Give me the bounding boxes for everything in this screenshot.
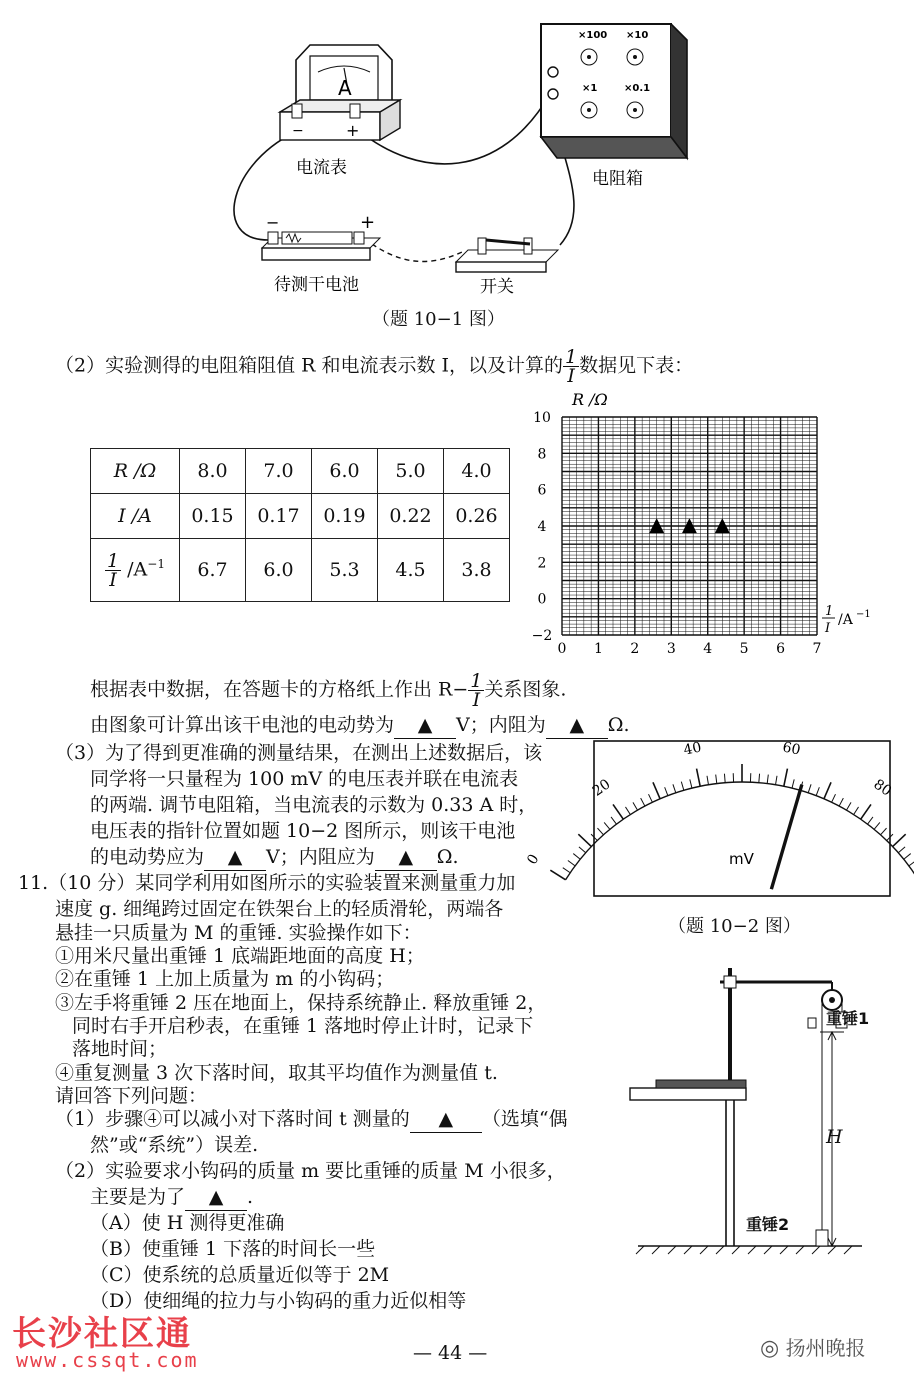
meter-label: 60 xyxy=(781,739,802,759)
x-tick-label: 1 xyxy=(593,641,603,657)
q11-part-2-end: . xyxy=(247,1186,254,1208)
resistance-box-label: 电阻箱 xyxy=(592,169,643,189)
inv-unit-exp: −1 xyxy=(147,556,165,571)
switch-label: 开关 xyxy=(480,277,514,297)
emf-question-c: Ω. xyxy=(607,714,630,736)
q11-step-3-cont: 同时右手开启秒表，在重锤 1 落地时停止计时，记录下 xyxy=(72,1015,534,1037)
meter-tick xyxy=(578,834,591,846)
meter-tick xyxy=(579,847,586,853)
battery-minus-label: − xyxy=(266,213,280,232)
q3-last-b: V；内阻应为 xyxy=(266,846,375,868)
watermark-url: www.cssqt.com xyxy=(16,1348,199,1372)
meter-label: 40 xyxy=(682,739,703,759)
q3-line-1: （3）为了得到更准确的测量结果，在测出上述数据后，该 xyxy=(55,742,543,764)
battery-label: 待测干电池 xyxy=(274,275,359,295)
q11-part-2-cont xyxy=(90,1184,253,1211)
q3-last-c: Ω. xyxy=(436,846,459,868)
plot-instruction xyxy=(90,672,566,709)
triangle-marker: ▲ xyxy=(649,512,665,537)
answer-blank-emf[interactable]: ▲ xyxy=(394,712,456,739)
table-row-r xyxy=(91,449,510,494)
meter-label: 80 xyxy=(870,776,895,800)
table-frac xyxy=(105,549,121,591)
ammeter-plus-label: + xyxy=(346,121,360,140)
q3-last-a: 的电动势应为 xyxy=(90,846,205,868)
x-label-frac-num: 1 xyxy=(825,604,834,619)
table-cell: 5.3 xyxy=(312,539,378,602)
q11-part-2: （2）实验要求小钩码的质量 m 要比重锤的质量 M 小很多， xyxy=(55,1160,566,1182)
q3-line-5 xyxy=(90,844,459,871)
weight-2-label: 重锤2 xyxy=(746,1215,790,1234)
q11-line-2: 速度 g. 细绳跨过固定在铁架台上的轻质滑轮，两端各 xyxy=(55,898,504,920)
meter-tick xyxy=(909,860,914,865)
frac-numerator: 1 xyxy=(565,346,578,368)
q11-step-3: ③左手将重锤 2 压在地面上，保持系统静止. 释放重锤 2， xyxy=(55,992,547,1014)
x-tick-label: 6 xyxy=(776,641,786,657)
meter-label: 20 xyxy=(589,776,614,800)
inv-unit: /A xyxy=(127,558,148,580)
answer-blank-resistance[interactable]: ▲ xyxy=(546,712,608,739)
q11-part-1-cont: 然”或“系统”）误差. xyxy=(90,1134,259,1156)
x-tick-label: 4 xyxy=(703,641,713,657)
q11-part-1-a: （1）步骤④可以减小对下落时间 t 测量的 xyxy=(55,1108,410,1130)
q11-prompt: 请回答下列问题： xyxy=(55,1085,208,1107)
table-cell: 6.0 xyxy=(246,539,312,602)
switch xyxy=(456,238,558,272)
frac-numerator: 1 xyxy=(470,670,483,692)
x-tick-label: 0 xyxy=(557,641,567,657)
q2-intro-text: （2）实验测得的电阻箱阻值 R 和电流表示数 I，以及计算的 xyxy=(55,354,564,377)
triangle-marker: ▲ xyxy=(714,512,730,537)
meter-tick xyxy=(550,870,565,880)
plot-instruction-a: 根据表中数据，在答题卡的方格纸上作出 R− xyxy=(90,678,469,701)
y-tick-label: 0 xyxy=(537,591,547,608)
table-cell: 7.0 xyxy=(246,449,312,494)
answer-blank-purpose[interactable]: ▲ xyxy=(185,1184,247,1211)
emf-question-a: 由图象可计算出该干电池的电动势为 xyxy=(90,714,395,736)
table-header-r: R /Ω xyxy=(91,449,180,494)
q11-line-1: 11.（10 分）某同学利用如图所示的实验装置来测量重力加 xyxy=(18,872,516,894)
x-tick-label: 2 xyxy=(630,641,640,657)
table-cell: 0.19 xyxy=(312,494,378,539)
table-header-i: I /A xyxy=(91,494,180,539)
chart-x-label xyxy=(822,604,871,636)
meter-tick xyxy=(893,834,906,846)
ammeter-label: 电流表 xyxy=(296,158,347,178)
table-row-i xyxy=(91,494,510,539)
emf-question xyxy=(90,712,630,739)
q3-line-3: 的两端. 调节电阻箱，当电流表的示数为 0.33 A 时， xyxy=(90,794,538,816)
y-tick-label: 2 xyxy=(537,555,547,572)
table-cell: 6.7 xyxy=(180,539,246,602)
wechat-icon: ◎ xyxy=(760,1336,780,1361)
battery-plus-label: + xyxy=(360,212,376,233)
chart-markers xyxy=(649,512,731,536)
table-cell: 6.0 xyxy=(312,449,378,494)
graph-paper-chart xyxy=(520,385,880,670)
q3-line-2: 同学将一只量程为 100 mV 的电压表并联在电流表 xyxy=(90,768,519,790)
x-tick-label: 5 xyxy=(739,641,749,657)
q3-line-4: 电压表的指针位置如题 10−2 图所示，则该干电池 xyxy=(90,820,516,842)
meter-tick xyxy=(898,847,905,853)
q11-step-3-end: 落地时间； xyxy=(72,1038,168,1060)
q11-part-1-b: （选填“偶 xyxy=(481,1108,568,1130)
wechat-account-name: 扬州晚报 xyxy=(785,1336,866,1360)
frac-denominator: I xyxy=(472,689,481,711)
q11-part-1 xyxy=(55,1106,568,1133)
meter-tick xyxy=(904,854,911,860)
watermark-logo-text: 长沙社区通 xyxy=(12,1314,192,1354)
chart-x-ticks xyxy=(558,641,822,657)
meter-tick xyxy=(563,868,570,873)
option-a[interactable]: （A）使 H 测得更准确 xyxy=(90,1212,285,1234)
frac-numerator: 1 xyxy=(107,549,120,572)
ammeter-symbol: A xyxy=(338,76,352,100)
table-cell: 4.0 xyxy=(444,449,510,494)
circuit-figure xyxy=(0,0,914,330)
chart-y-ticks xyxy=(532,410,553,644)
table-cell: 4.5 xyxy=(378,539,444,602)
frac-denominator: I xyxy=(567,365,575,387)
emf-question-b: V；内阻为 xyxy=(456,714,546,736)
x-tick-label: 7 xyxy=(812,641,822,657)
answer-blank-resistance-2[interactable]: ▲ xyxy=(375,844,437,871)
x-label-exp: −1 xyxy=(856,609,871,620)
q2-intro-tail: 数据见下表： xyxy=(579,354,694,377)
battery xyxy=(262,232,380,260)
millivoltmeter-figure xyxy=(524,739,895,898)
resistance-box xyxy=(541,24,687,158)
wechat-watermark xyxy=(760,1332,866,1361)
ammeter-minus-label: − xyxy=(292,123,304,139)
height-h-label: H xyxy=(826,1126,843,1148)
table-cell: 3.8 xyxy=(444,539,510,602)
option-c[interactable]: （C）使系统的总质量近似等于 2M xyxy=(90,1264,390,1286)
y-tick-label: 10 xyxy=(533,410,551,426)
frac-denominator: I xyxy=(109,568,117,591)
fraction-one-over-i xyxy=(468,672,484,709)
page-number: — 44 — xyxy=(413,1342,488,1364)
figure-10-1-caption: （题 10−1 图） xyxy=(372,309,505,330)
table-header-inv-i xyxy=(91,539,180,602)
q11-step-4: ④重复测量 3 次下落时间，取其平均值作为测量值 t. xyxy=(55,1062,498,1084)
y-tick-label: 8 xyxy=(537,446,547,463)
x-label-frac-den: I xyxy=(825,621,831,636)
triangle-marker: ▲ xyxy=(681,512,698,537)
option-b[interactable]: （B）使重锤 1 下落的时间长一些 xyxy=(90,1238,376,1260)
plot-instruction-b: 关系图象. xyxy=(484,678,567,701)
table-cell: 8.0 xyxy=(180,449,246,494)
weight-1-label: 重锤1 xyxy=(826,1009,870,1028)
x-tick-label: 3 xyxy=(666,641,676,657)
fraction-one-over-i xyxy=(563,348,579,385)
x-label-unit: /A xyxy=(838,612,853,628)
option-d[interactable]: （D）使细绳的拉力与小钩码的重力近似相等 xyxy=(90,1290,467,1312)
table-cell: 0.26 xyxy=(444,494,510,539)
y-tick-label: −2 xyxy=(531,628,553,644)
answer-blank-emf-2[interactable]: ▲ xyxy=(204,844,266,871)
dial-x10: ×10 xyxy=(626,30,649,41)
y-tick-label: 6 xyxy=(537,482,547,499)
meter-tick xyxy=(573,854,580,860)
meter-label: 0 xyxy=(524,851,543,868)
table-cell: 0.22 xyxy=(378,494,444,539)
q11-part-2-b: 主要是为了 xyxy=(90,1186,186,1208)
answer-blank-error-type[interactable]: ▲ xyxy=(410,1106,482,1133)
q11-line-3: 悬挂一只质量为 M 的重锤. 实验操作如下： xyxy=(55,922,422,944)
table-cell: 0.15 xyxy=(180,494,246,539)
meter-unit: mV xyxy=(729,850,754,868)
data-table xyxy=(90,448,510,602)
chart-y-label: R /Ω xyxy=(572,390,608,409)
dial-x0-1: ×0.1 xyxy=(624,83,651,94)
q11-step-2: ②在重锤 1 上加上质量为 m 的小钩码； xyxy=(55,968,395,990)
table-cell: 5.0 xyxy=(378,449,444,494)
q11-step-1: ①用米尺量出重锤 1 底端距地面的高度 H； xyxy=(55,945,425,967)
dial-x100: ×100 xyxy=(578,30,608,41)
table-row-inv-i xyxy=(91,539,510,602)
q2-intro xyxy=(55,348,693,385)
figure-10-2-caption: （题 10−2 图） xyxy=(668,916,801,937)
y-tick-label: 4 xyxy=(537,519,547,535)
meter-tick xyxy=(568,860,575,865)
table-cell: 0.17 xyxy=(246,494,312,539)
dial-x1: ×1 xyxy=(582,83,598,94)
